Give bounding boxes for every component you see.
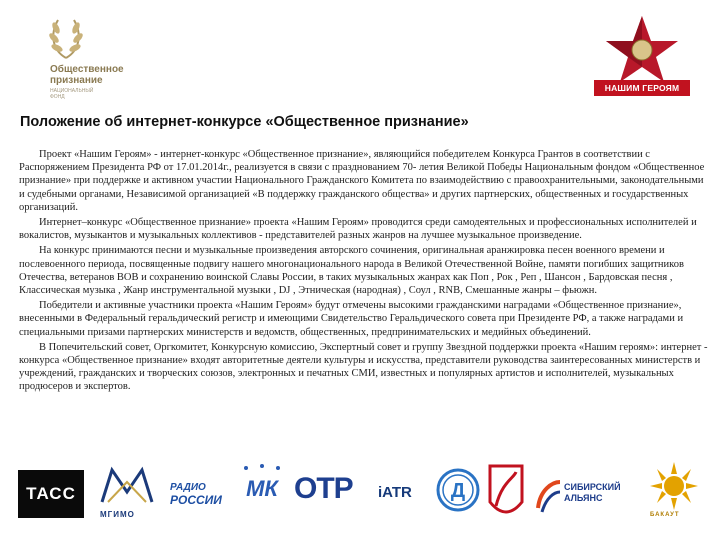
partner-logos bbox=[10, 462, 710, 532]
obshchestvennoe-priznanie-logo bbox=[14, 14, 134, 104]
sibir-emblem-icon bbox=[534, 476, 562, 516]
logo-text-line1: Общественное bbox=[50, 64, 124, 75]
dinamo-emblem-icon bbox=[430, 462, 486, 518]
nashim-geroyam-logo bbox=[584, 14, 694, 100]
atr-logo bbox=[378, 462, 426, 524]
mk-text: МК bbox=[246, 476, 278, 501]
spartak-logo bbox=[484, 462, 528, 524]
dinamo-logo bbox=[430, 462, 486, 524]
spartak-emblem-icon bbox=[484, 462, 528, 524]
atr-text: iATR bbox=[378, 484, 412, 501]
document-body bbox=[19, 148, 709, 396]
paragraph-4: Победители и активные участники проекта «Нашим Героям» будут отмечены высокими гражданскими наградами «Общественное признание», внесенными в Федеральный геральдический регистр и имеющими Свидетельство Геральдического совета при Президенте РФ, а также наградами и специальными призами партнерских министерств и ведомств, общественных, предпринимательских и медийных объединений. bbox=[19, 300, 684, 338]
mgimo-emblem-icon bbox=[94, 462, 160, 510]
mk-logo bbox=[236, 462, 288, 524]
sibir-line1: СИБИРСКИЙ bbox=[564, 482, 621, 492]
bakaut-sun-icon bbox=[642, 462, 706, 512]
logo-text-line4: ФОНД bbox=[50, 94, 65, 100]
red-star-icon bbox=[584, 14, 694, 84]
mgimo-text: МГИМО bbox=[100, 510, 135, 519]
otr-text: ОТР bbox=[294, 472, 353, 505]
radio-rossii-logo bbox=[166, 462, 226, 524]
logo-text-line3: НАЦИОНАЛЬНЫЙ bbox=[50, 88, 94, 94]
otr-logo bbox=[294, 462, 384, 524]
paragraph-5: В Попечительский совет, Оргкомитет, Конкурсную комиссию, Экспертный совет и группу Звездной поддержки проекта «Нашим героям»: интернет - конкурса «Общественное признание» входят авторитетные деятели культуры и искусства, представители руководства заинтересованных министерств и учреждений, гражданских и творческих союзов, электронных и печатных СМИ, известных и популярных артистов и исполнителей, музыкальных продюсеров и экспертов. bbox=[19, 341, 708, 393]
page-title: Положение об интернет-конкурсе «Общественное признание» bbox=[20, 114, 469, 130]
paragraph-2: Интернет–конкурс «Общественное признание» проекта «Нашим Героям» проводится среди самодеятельных и профессиональных исполнителей и вокалистов, музыкантов и музыкальных коллективов - представителей разных жанров на лучшее музыкальное произведение. bbox=[19, 217, 697, 242]
radio-line2: РОССИИ bbox=[170, 493, 222, 507]
paragraph-3: На конкурс принимаются песни и музыкальные произведения авторского сочинения, оригинальная аранжировка песен военного времени и послевоенного периода, посвященные подвигу нашего многонационального народа в Великой Отечественной Войне, памяти погибших защитников Отечества, ветеранов ВОВ и сохранению воинской Славы России, в таких музыкальных жанрах как Поп , Рок , Реп , Шансон , Бардовская песня , Классическая музыка , Жанр инструментальной музыки , DJ , Этническая (народная) , Соул , RNB, Смешанные жанры – фьюжн. bbox=[19, 245, 684, 297]
bakaut-logo bbox=[642, 462, 706, 524]
sibir-line2: АЛЬЯНС bbox=[564, 493, 603, 503]
logo-text-line2: признание bbox=[50, 75, 103, 86]
nashim-geroyam-badge: НАШИМ ГЕРОЯМ bbox=[594, 80, 690, 96]
radio-line1: РАДИО bbox=[170, 482, 206, 493]
tass-logo: ТАСС bbox=[18, 470, 84, 518]
sibirskiy-alyans-logo bbox=[534, 462, 634, 524]
bakaut-text: БАКАУТ bbox=[650, 512, 680, 518]
svg-text:Д: Д bbox=[450, 480, 466, 502]
laurel-icon bbox=[46, 14, 86, 60]
mgimo-logo bbox=[94, 462, 160, 524]
paragraph-1: Проект «Нашим Героям» - интернет-конкурс «Общественное признание», являющийся победителем Конкурса Грантов в соответствии с Распоряжением Президента РФ от 17.01.2014г., реализуется в связи с празднованием 70- летия Великой Победы Национальным фондом «Общественное признание» при поддержке и активном участии Национального Гражданского Комитета по взаимодействию с правоохранительными, законодательными и судебными органами, Независимой организацией «В поддержку гражданского общества» и других партнерских, общественных и государственных организаций. bbox=[19, 149, 705, 213]
